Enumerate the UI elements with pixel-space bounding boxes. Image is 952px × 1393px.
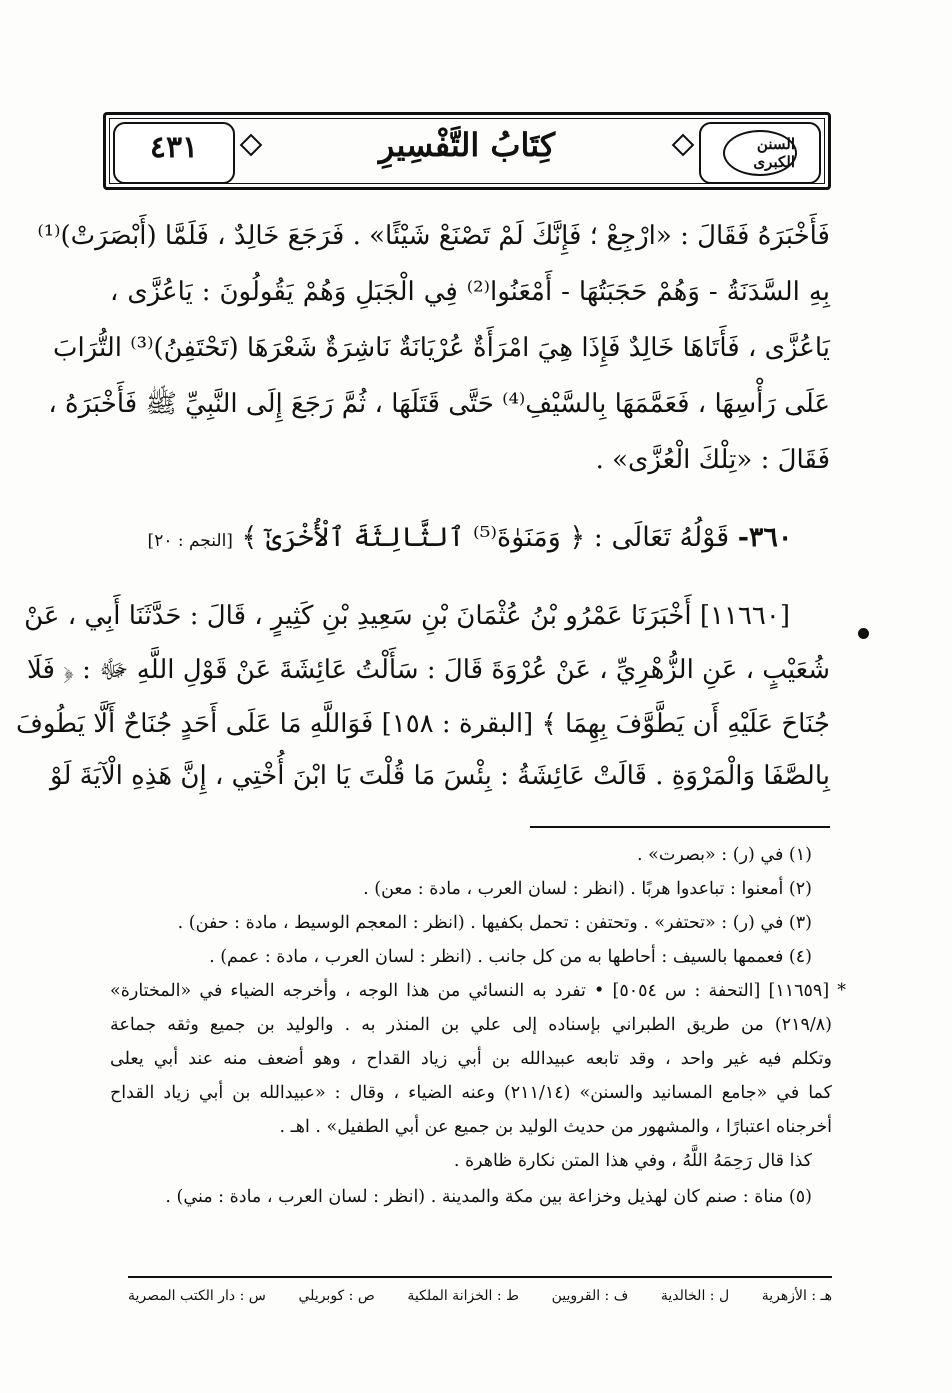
footnotes xyxy=(110,840,847,1260)
section-title: قَوْلُهُ تَعَالَى : ﴿ وَمَنَوٰةَ⁽⁵⁾ ٱلثَّالِثَةَ ٱلْأُخْرَىٰٓ ﴾ xyxy=(241,522,730,553)
text-line: شُعَيْبٍ ، عَنِ الزُّهْرِيِّ ، عَنْ عُرْوَةَ قَالَ : سَأَلْتُ عَائِشَةَ عَنْ قَوْلِ اللَّهِ ﷻ : ﴿ فَلَا xyxy=(27,655,830,685)
footnote: (٣) في (ر) : «تحتفر» . وتحتفن : تحمل بكفيها . (انظر : المعجم الوسيط ، مادة : حفن) . xyxy=(177,913,812,933)
page-number-box xyxy=(113,122,235,184)
text-line: فَقَالَ : «تِلْكَ الْعُزَّى» . xyxy=(595,445,830,475)
takhrij-note: كذا قال رَحِمَهُ اللَّهُ ، وفي هذا المتن نكارة ظاهرة . xyxy=(453,1151,812,1171)
takhrij-note: كما في «جامع المسانيد والسنن» (٢١١/١٤) وعنه الضياء ، وقال : «عبيدالله بن أبي زياد القداح xyxy=(110,1083,833,1103)
text-line: عَلَى رَأْسِهَا ، فَعَمَّمَهَا بِالسَّيْفِ⁽⁴⁾ حَتَّى قَتَلَهَا ، ثُمَّ رَجَعَ إِلَى النَّبِيِّ ﷺ فَأَخْبَرَهُ ، xyxy=(48,389,830,419)
publisher-logo-icon xyxy=(723,130,797,176)
text-line: [١١٦٦٠] أَخْبَرَنَا عَمْرُو بْنُ عُثْمَانَ بْنِ سَعِيدِ بْنِ كَثِيرٍ ، قَالَ : حَدَّثَنَا أَبِي ، عَنْ xyxy=(24,601,790,631)
footnote: (٥) مناة : صنم كان لهذيل وخزاعة بين مكة والمدينة . (انظر : لسان العرب ، مادة : مني) . xyxy=(165,1187,812,1207)
takhrij-note: وتكلم فيه غير واحد ، وقد تابعه عبيدالله بن أبي زياد القداح ، وهو أضعف منه عند أبي يعلى xyxy=(110,1049,832,1069)
quran-reference: [النجم : ٢٠] xyxy=(147,531,233,551)
text-line: جُنَاحَ عَلَيْهِ أَن يَطَّوَّفَ بِهِمَا ﴾ [البقرة : ١٥٨] فَوَاللَّهِ مَا عَلَى أَحَدٍ جُنَاحٌ أَلَّا يَطُوفَ xyxy=(15,709,830,739)
siglum: ل : الخالدية xyxy=(660,1288,730,1304)
publisher-logo-box xyxy=(699,122,821,184)
footnote: (٢) أمعنوا : تباعدوا هربًا . (انظر : لسان العرب ، مادة : معن) . xyxy=(363,879,812,899)
siglum: ف : القرويين xyxy=(551,1288,629,1304)
siglum: س : دار الكتب المصرية xyxy=(128,1288,266,1304)
page-number: ٤٣١ xyxy=(149,130,199,165)
footnote-separator xyxy=(530,826,830,828)
main-paragraph xyxy=(37,216,830,506)
siglum: هـ : الأزهرية xyxy=(761,1288,832,1304)
hadith-paragraph xyxy=(15,596,830,796)
siglum: ص : كوبريلي xyxy=(298,1288,375,1304)
footnote: (٤) فعممها بالسيف : أحاطها به من كل جانب . (انظر : لسان العرب ، مادة : عمم) . xyxy=(209,947,812,967)
sigla-separator xyxy=(128,1276,832,1278)
text-line: بِالصَّفَا وَالْمَرْوَةِ . قَالَتْ عَائِشَةُ : بِئْسَ مَا قُلْتَ يَا ابْنَ أُخْتِي ، إِنَّ هَذِهِ الْآيَةَ لَوْ xyxy=(50,761,830,791)
logo-text: السنن الكبرى xyxy=(753,135,795,171)
takhrij-note: أخرجناه اعتبارًا ، والمشهور من حديث الوليد بن جميع عن أبي الطفيل» . اهـ . xyxy=(279,1117,832,1137)
text-line: بِهِ السَّدَنَةُ - وَهُمْ حَجَبَتُهَا - أَمْعَنُوا⁽²⁾ فِي الْجَبَلِ وَهُمْ يَقُولُونَ : يَاعُزَّى ، xyxy=(110,277,830,307)
text-line: فَأَخْبَرَهُ فَقَالَ : «ارْجِعْ ؛ فَإِنَّكَ لَمْ تَصْنَعْ شَيْئًا» . فَرَجَعَ خَالِدٌ ، فَلَمَّا (أَبْصَرَتْ)⁽¹⁾ xyxy=(37,221,830,251)
manuscript-sigla xyxy=(128,1284,832,1308)
section-number: ٣٦٠- xyxy=(737,522,793,553)
siglum: ط : الخزانة الملكية xyxy=(407,1288,519,1304)
takhrij-note: * [١١٦٥٩] [التحفة : س ٥٠٥٤] • تفرد به النسائي من هذا الوجه ، وأخرجه الضياء في «المختارة» xyxy=(110,981,847,1001)
section-heading xyxy=(110,516,830,563)
text-line: يَاعُزَّى ، فَأَتَاهَا خَالِدٌ فَإِذَا هِيَ امْرَأَةٌ عُرْيَانَةٌ نَاشِرَةٌ شَعْرَهَا (تَحْتَفِنُ)⁽³⁾ التُّرَابَ xyxy=(52,333,830,363)
page-header xyxy=(103,112,831,190)
takhrij-note: (٢١٩/٨) من طريق الطبراني بإسناده إلى علي بن المنذر به . والوليد بن جميع وثقه جماعة xyxy=(110,1015,832,1035)
footnote: (١) في (ر) : «بصرت» . xyxy=(637,845,812,865)
bullet-icon xyxy=(858,628,869,639)
book-title: كِتَابُ التَّفْسِيرِ xyxy=(378,126,556,164)
